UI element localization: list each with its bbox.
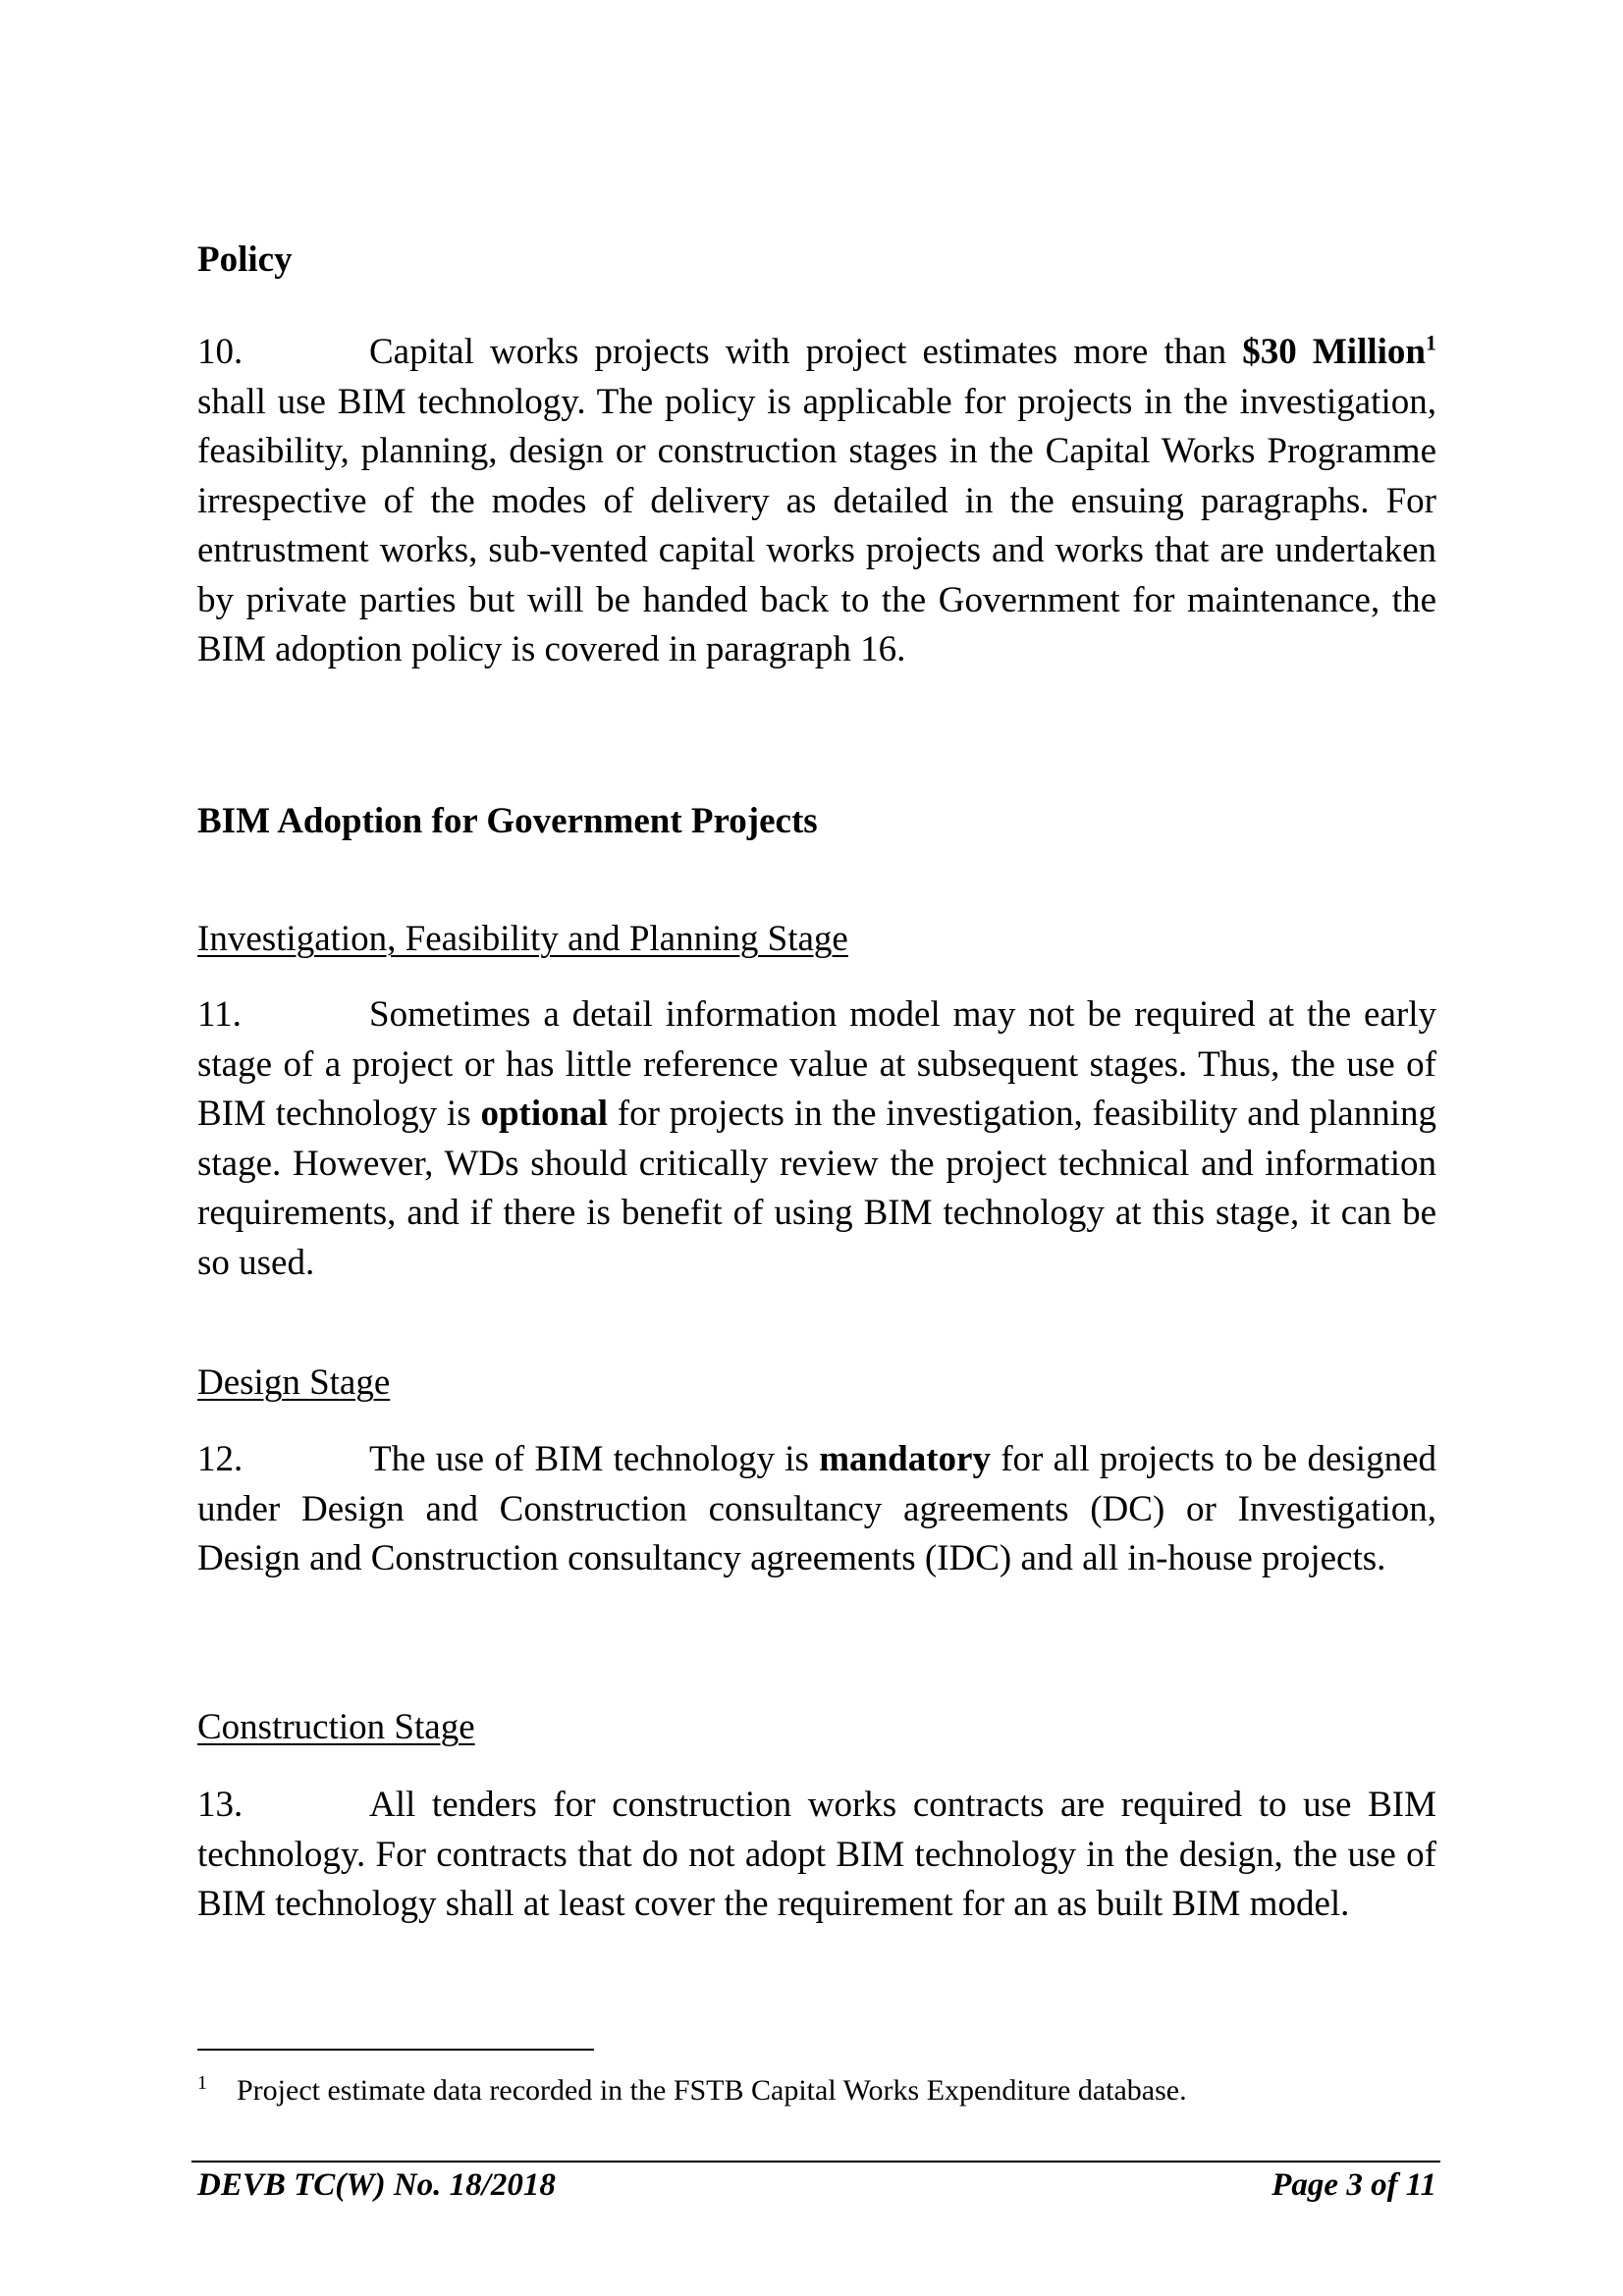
footnote: 1 Project estimate data recorded in the FSTB Capital Works Expenditure database. xyxy=(197,2072,1187,2107)
paragraph-11 xyxy=(197,990,1436,1288)
bold-keyword: optional xyxy=(480,1094,608,1134)
page-footer xyxy=(197,2165,1436,2205)
bold-keyword: mandatory xyxy=(819,1439,991,1479)
paragraph-number: 10. xyxy=(197,332,243,372)
subheading-investigation: Investigation, Feasibility and Planning Stage xyxy=(197,919,848,959)
footnote-divider xyxy=(197,2049,594,2051)
paragraph-text: The use of BIM technology is xyxy=(369,1439,820,1479)
subheading-design: Design Stage xyxy=(197,1362,391,1403)
paragraph-text: Capital works projects with project estimates more than xyxy=(369,332,1243,372)
paragraph-number: 13. xyxy=(197,1785,243,1825)
paragraph-text: for projects in the investigation, feasibility and planning stage. However, WDs should critically review the project technical and information requirements, and if there is benefit of using BIM technology at this stage, it can be so used. xyxy=(197,1094,1437,1283)
page-number: Page 3 of 11 xyxy=(1271,2167,1436,2203)
paragraph-text: Sometimes a detail information model may not be required at the early stage of a project or has little reference value at subsequent stages. Thus, the use of BIM technology is xyxy=(197,994,1436,1134)
footer-divider xyxy=(191,2161,1440,2163)
subheading-construction: Construction Stage xyxy=(197,1707,475,1747)
section-heading-policy: Policy xyxy=(197,240,293,280)
document-reference: DEVB TC(W) No. 18/2018 xyxy=(197,2167,556,2203)
section-heading-bim-adoption: BIM Adoption for Government Projects xyxy=(197,801,818,841)
footnote-reference[interactable]: 1 xyxy=(1426,330,1436,355)
paragraph-12 xyxy=(197,1435,1436,1584)
paragraph-text: All tenders for construction works contracts are required to use BIM technology. For contracts that do not adopt BIM technology in the design, the use of BIM technology shall at least cover the requirement for an as built BIM model. xyxy=(197,1785,1436,1924)
footnote-text: Project estimate data recorded in the FSTB Capital Works Expenditure database. xyxy=(237,2074,1187,2107)
bold-amount: $30 Million xyxy=(1242,332,1426,372)
paragraph-text: for all projects to be designed under Design and Construction consultancy agreements (DC) or Investigation, Design and Construction consultancy agreements (IDC) and all in-house projects. xyxy=(197,1439,1436,1578)
paragraph-13 xyxy=(197,1781,1436,1930)
paragraph-10 xyxy=(197,328,1436,675)
paragraph-number: 11. xyxy=(197,994,242,1035)
paragraph-number: 12. xyxy=(197,1439,243,1479)
paragraph-text: shall use BIM technology. The policy is applicable for projects in the investigation, feasibility, planning, design or construction stages in the Capital Works Programme irrespective of the modes of delivery as detailed in the ensuing paragraphs. For entrustment works, sub-vented capital works projects and works that are undertaken by private parties but will be handed back to the Government for maintenance, the BIM adoption policy is covered in paragraph 16. xyxy=(197,381,1436,669)
